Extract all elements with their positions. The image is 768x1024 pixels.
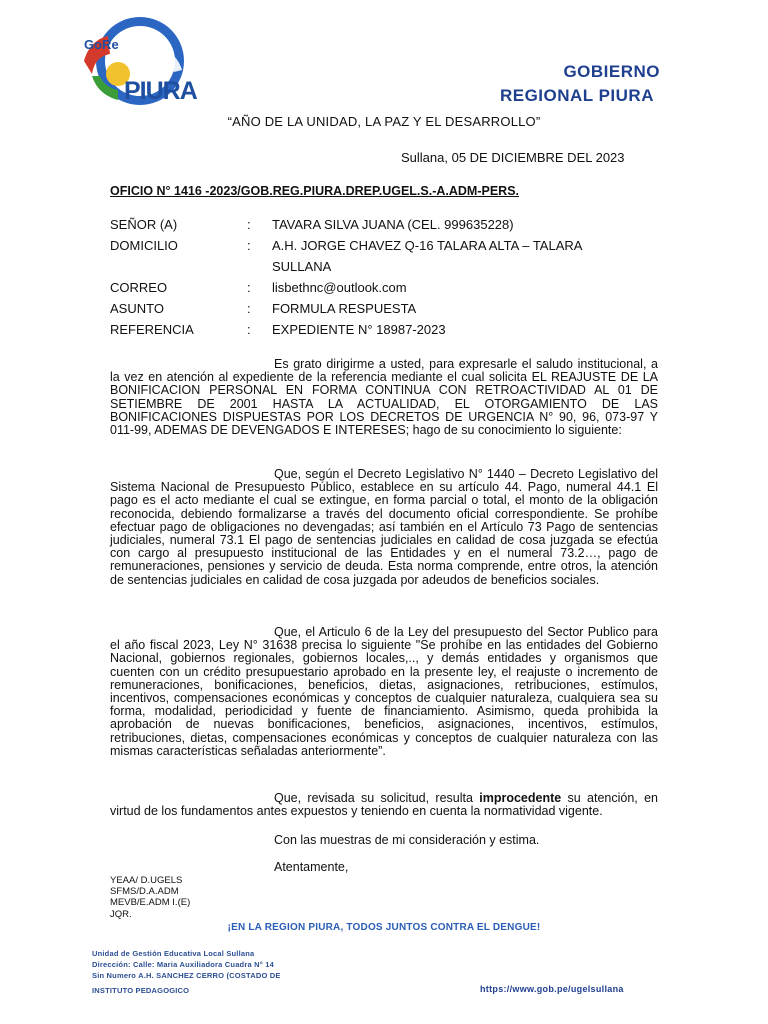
- field-label-correo: CORREO: [110, 280, 168, 295]
- body-paragraph: Que, según el Decreto Legislativo N° 1440 – Decreto Legislativo del Sistema Nacional de Presupuesto Público, establece en su artículo 44. Pago, numeral 44.1 El pago es el acto mediante el cual se extingue, en forma parcial o total, el monto de la obligación reconocida, debiendo formalizarse a través del documento oficial correspondiente. Se prohíbe efectuar pago de obligaciones no devengadas; así también en el Artículo 73 Pago de sentencias judiciales, numeral 73.1 El pago de sentencias judiciales en calidad de cosa juzgada se efectúa con cargo al presupuesto institucional de las Entidades y en el numeral 73.2…, pago de remuneraciones, pensiones y servicio de deuda. Esta norma comprende, entre otros, la atención de sentencias judiciales en calidad de cosa juzgada por adeudos de beneficios sociales.: [110, 467, 658, 587]
- field-colon: :: [247, 280, 251, 295]
- footer-address-line: Sin Numero A.H. SANCHEZ CERRO (COSTADO DE: [92, 971, 281, 980]
- closing-line: Con las muestras de mi consideración y estima.: [274, 833, 540, 847]
- footer-address-line: Unidad de Gestión Educativa Local Sullana: [92, 949, 255, 958]
- field-label-senor: SEÑOR (A): [110, 217, 178, 232]
- field-colon: :: [247, 217, 251, 232]
- field-value-senor: TAVARA SILVA JUANA (CEL. 999635228): [272, 217, 514, 232]
- field-colon: :: [247, 301, 251, 316]
- field-value-domicilio: A.H. JORGE CHAVEZ Q-16 TALARA ALTA – TALARA: [272, 238, 583, 253]
- field-value-referencia: EXPEDIENTE N° 18987-2023: [272, 322, 446, 337]
- field-value-asunto: FORMULA RESPUESTA: [272, 301, 417, 316]
- letter-date: Sullana, 05 DE DICIEMBRE DEL 2023: [401, 150, 625, 165]
- field-value-domicilio-cont: SULLANA: [272, 259, 332, 274]
- field-label-referencia: REFERENCIA: [110, 322, 194, 337]
- field-label-domicilio: DOMICILIO: [110, 238, 178, 253]
- initials-line: SFMS/D.A.ADM: [110, 886, 179, 898]
- oficio-number: OFICIO N° 1416 -2023/GOB.REG.PIURA.DREP.UGEL.S.-A.ADM-PERS.: [110, 184, 520, 198]
- improcedente-text: improcedente: [479, 791, 562, 805]
- header-title-line2: REGIONAL PIURA: [499, 86, 654, 105]
- logo-piura-text: PIURA: [124, 77, 197, 105]
- website-link[interactable]: https://www.gob.pe/ugelsullana: [480, 984, 624, 994]
- initials-line: MEVB/E.ADM I.(E): [110, 897, 191, 909]
- year-motto: “AÑO DE LA UNIDAD, LA PAZ Y EL DESARROLLO”: [227, 114, 541, 129]
- footer-address-line: Dirección: Calle: Maria Auxiliadora Cuadra N° 14: [92, 960, 274, 969]
- logo-gore-text: GoRe: [84, 37, 119, 52]
- dengue-slogan: ¡EN LA REGION PIURA, TODOS JUNTOS CONTRA EL DENGUE!: [227, 922, 541, 933]
- header-title-line1: GOBIERNO: [563, 62, 660, 81]
- body-paragraph: Es grato dirigirme a usted, para expresarle el saludo institucional, a la vez en atención al expediente de la referencia mediante el cual solicita EL REAJUSTE DE LA BONIFICACION PERSONAL EN FORMA CONTINUA CON RETROACTIVIDAD AL 01 DE SETIEMBRE DE 2001 HASTA LA ACTUALIDAD, EL OTORGAMIENTO DE LAS BONIFICACIONES DISPUESTAS POR LOS DECRETOS DE URGENCIA N° 90, 96, 073-97 Y 011-99, ADEMAS DE DEVENGADOS E INTERESES; hago de su conocimiento lo siguiente:: [110, 357, 658, 438]
- body-paragraph: Que, el Articulo 6 de la Ley del presupuesto del Sector Publico para el año fiscal 2023, Ley N° 31638 precisa lo siguiente "Se prohíbe en las entidades del Gobierno Nacional, gobiernos regionales, gobiernos locales,.., y demás entidades y organismos que cuenten con un crédito presupuestario aprobado en la presente ley, el reajuste o incremento de remuneraciones, bonificaciones, beneficios, dietas, asignaciones, retribuciones, estímulos, incentivos, compensaciones económicas y conceptos de cualquier naturaleza, cualquiera sea su forma, modalidad, periodicidad y fuente de financiamiento. Asimismo, queda prohibida la aprobación de nuevas bonificaciones, beneficios, asignaciones, incentivos, estímulos, retribuciones, dietas, compensaciones económicas y conceptos de cualquier naturaleza con las mismas características señaladas anteriormente”.: [110, 625, 658, 758]
- initials-line: JQR.: [110, 908, 132, 920]
- field-label-asunto: ASUNTO: [110, 301, 164, 316]
- field-value-correo: lisbethnc@outlook.com: [272, 280, 407, 295]
- initials-block: [110, 875, 190, 920]
- footer-address-line: INSTITUTO PEDAGOGICO: [92, 986, 190, 995]
- initials-line: YEAA/ D.UGELS: [110, 875, 183, 886]
- field-colon: :: [247, 238, 251, 253]
- signoff: Atentamente,: [274, 860, 349, 874]
- conclusion-paragraph: Que, revisada su solicitud, resulta improcedente su atención, en virtud de los fundamentos antes expuestos y teniendo en cuenta la normatividad vigente.: [110, 791, 658, 819]
- field-colon: :: [247, 322, 251, 337]
